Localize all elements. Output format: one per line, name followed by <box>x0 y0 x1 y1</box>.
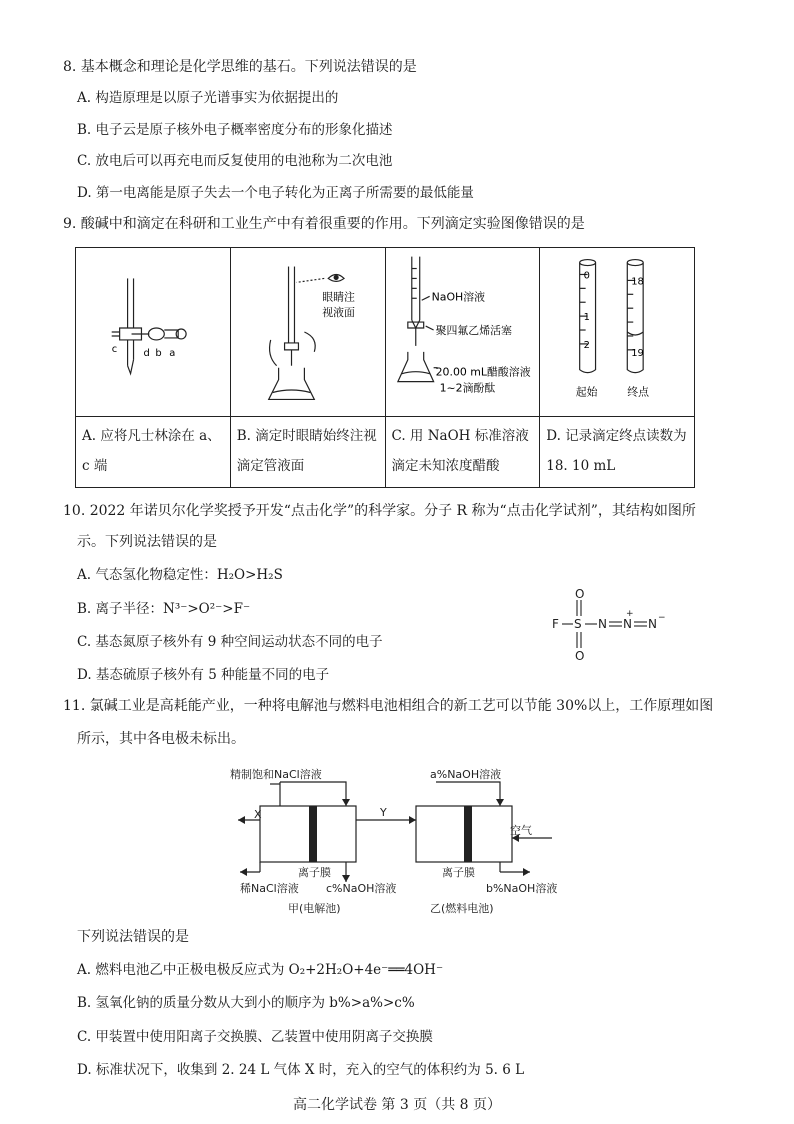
eye-label-line2: 视液面 <box>322 306 355 320</box>
atom-n-3: N <box>648 617 657 631</box>
q11-option-a: A. 燃料电池乙中正极电极反应式为 O₂+2H₂O+4e⁻══4OH⁻ <box>77 962 444 978</box>
input-naoh-label: a%NaOH溶液 <box>430 768 502 781</box>
flask-label-1: 20.00 mL醋酸溶液 <box>435 365 531 379</box>
label-c: c <box>111 343 118 355</box>
q10-stem-line1: 10. 2022 年诺贝尔化学奖授予开发“点击化学”的科学家。分子 R 称为“点击化学试剂”，其结构如图所 <box>63 503 696 519</box>
q11-option-b: B. 氢氧化钠的质量分数从大到小的顺序为 b%>a%>c% <box>77 995 415 1011</box>
atom-n-1: N <box>598 617 607 631</box>
q11-option-d: D. 标准状况下，收集到 2. 24 L 气体 X 时，充入的空气的体积约为 5. 6 L <box>77 1062 525 1078</box>
end-tick-18: 18 <box>631 276 645 288</box>
burette-stopcock-diagram <box>76 248 230 416</box>
q10-option-c: C. 基态氮原子核外有 9 种空间运动状态不同的电子 <box>77 634 383 650</box>
x-gas-label: X <box>254 808 262 821</box>
q9-option-c: C. 用 NaOH 标准溶液滴定未知浓度醋酸 <box>385 417 540 488</box>
label-a: a <box>169 347 176 359</box>
q8-option-c: C. 放电后可以再充电而反复使用的电池称为二次电池 <box>77 153 393 169</box>
output-dilute-nacl-label: 稀NaCl溶液 <box>240 882 299 895</box>
q10-stem-line2: 示。下列说法错误的是 <box>77 534 217 550</box>
membrane-2-label: 离子膜 <box>442 866 475 879</box>
q9-option-b: B. 滴定时眼睛始终注视滴定管液面 <box>230 417 385 488</box>
atom-o-bottom: O <box>575 649 585 663</box>
label-d: d <box>143 347 150 359</box>
q9-figure-c <box>385 248 540 417</box>
q9-figure-b <box>230 248 385 417</box>
start-tick-0: 0 <box>583 270 591 282</box>
q9-option-d: D. 记录滴定终点读数为 18. 10 mL <box>540 417 695 488</box>
q9-figure-a <box>76 248 231 417</box>
q11-lead: 下列说法错误的是 <box>77 929 189 945</box>
page-footer: 高二化学试卷 第 3 页（共 8 页） <box>292 1097 502 1113</box>
q10-option-a: A. 气态氢化物稳定性：H₂O>H₂S <box>77 567 283 583</box>
q9-figure-table <box>75 247 695 488</box>
stopcock-label: 聚四氟乙烯活塞 <box>435 323 512 337</box>
flask-label-2: 1~2滴酚酞 <box>439 381 495 395</box>
molecule-r-structure <box>540 586 680 666</box>
q8-stem: 8. 基本概念和理论是化学思维的基石。下列说法错误的是 <box>63 59 417 75</box>
q8-option-b: B. 电子云是原子核外电子概率密度分布的形象化描述 <box>77 122 393 138</box>
output-c-naoh-label: c%NaOH溶液 <box>326 882 397 895</box>
naoh-titration-diagram <box>386 248 540 416</box>
q10-option-b: B. 离子半径：N³⁻>O²⁻>F⁻ <box>77 601 251 617</box>
q8-option-a: A. 构造原理是以原子光谱事实为依据提出的 <box>77 90 339 106</box>
atom-o-top: O <box>575 587 585 601</box>
air-label: 空气 <box>510 824 532 837</box>
titration-eye-diagram <box>231 248 385 416</box>
fuel-cell-label: 乙(燃料电池) <box>430 902 494 914</box>
membrane-1-label: 离子膜 <box>298 866 331 879</box>
start-tick-2: 2 <box>583 339 591 351</box>
end-tick-19: 19 <box>631 347 645 359</box>
start-label: 起始 <box>575 385 598 399</box>
burette-readings-diagram <box>540 248 694 416</box>
naoh-label: NaOH溶液 <box>431 290 485 304</box>
electrolysis-fuel-cell-diagram <box>230 762 570 914</box>
q9-option-a: A. 应将凡士林涂在 a、c 端 <box>76 417 231 488</box>
q10-option-d: D. 基态硫原子核外有 5 种能量不同的电子 <box>77 667 330 683</box>
y-gas-label: Y <box>380 806 387 819</box>
charge-plus: + <box>626 609 634 619</box>
q8-option-d: D. 第一电离能是原子失去一个电子转化为正离子所需要的最低能量 <box>77 185 474 201</box>
end-label: 终点 <box>627 385 650 399</box>
q11-stem-line2: 所示，其中各电极未标出。 <box>77 731 245 747</box>
q11-option-c: C. 甲装置中使用阳离子交换膜、乙装置中使用阴离子交换膜 <box>77 1029 433 1045</box>
label-b: b <box>155 347 162 359</box>
q9-stem: 9. 酸碱中和滴定在科研和工业生产中有着很重要的作用。下列滴定实验图像错误的是 <box>63 216 585 232</box>
atom-f: F <box>552 617 559 631</box>
q9-figure-d <box>540 248 695 417</box>
input-nacl-label: 精制饱和NaCl溶液 <box>230 768 322 781</box>
atom-s: S <box>574 617 582 631</box>
eye-label-line1: 眼睛注 <box>322 290 355 304</box>
output-b-naoh-label: b%NaOH溶液 <box>486 882 558 895</box>
q11-stem-line1: 11. 氯碱工业是高耗能产业，一种将电解池与燃料电池相组合的新工艺可以节能 30%以上，工作原理如图 <box>63 698 714 714</box>
atom-n-2: N <box>623 617 632 631</box>
start-tick-1: 1 <box>583 312 591 324</box>
charge-minus: − <box>658 613 666 623</box>
electrolysis-cell-label: 甲(电解池) <box>288 902 341 914</box>
